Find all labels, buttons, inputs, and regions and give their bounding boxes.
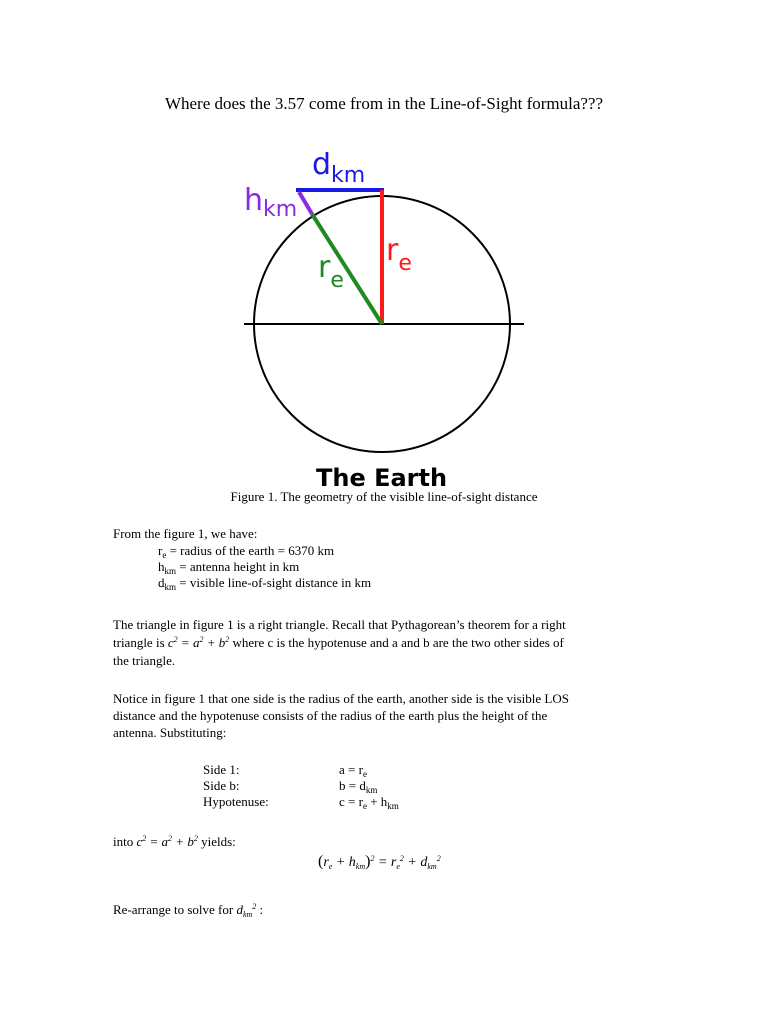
value-c: $c = r_e + h_{km}$ (339, 794, 399, 811)
earth-diagram (244, 152, 526, 492)
figure-caption: Figure 1. The geometry of the visible line-of-sight distance (230, 489, 538, 504)
page-title: Where does the 3.57 come from in the Line-of-Sight formula??? (164, 94, 604, 113)
d-label: $d_{km}$ (312, 152, 366, 188)
pythagoras-formula: $c^2 = a^2 + b^2$ (167, 635, 230, 650)
para2-line3: antenna. Substituting: (113, 725, 227, 740)
label-hypotenuse: Hypotenuse: (203, 794, 269, 809)
r-green-label: $r_e$ (318, 250, 344, 293)
h-line (299, 192, 312, 214)
substituted-equation: $(r_e + h_{km})^2 = r_e^2 + d_{km}^2$ (318, 853, 441, 871)
earth-label: The Earth (316, 464, 448, 492)
para1-line1: The triangle in figure 1 is a right triangle. Recall that Pythagorean’s theorem for a right (113, 617, 566, 632)
rearrange-line: Re-arrange to solve for $d_{km}^2$ : (113, 902, 264, 919)
para1-line2: triangle is $c^2 = a^2 + b^2$ where c is the hypotenuse and a and b are the two other sides of (113, 635, 564, 650)
definition-dkm: $d_{km}$ = visible line-of-sight distance in km (158, 575, 372, 592)
earth-figure (244, 152, 526, 492)
label-side1: Side 1: (203, 762, 240, 777)
dkm-squared: $d_{km}^2$ (236, 902, 257, 919)
pythagoras-formula-inline: $c^2 = a^2 + b^2$ (136, 834, 198, 849)
definitions-list (158, 543, 371, 591)
h-label: $h_{km}$ (244, 183, 298, 222)
para1-line3: the triangle. (113, 653, 176, 668)
para2-line2: distance and the hypotenuse consists of the radius of the earth plus the height of the (113, 708, 548, 723)
r-red-label: $r_e$ (386, 233, 412, 276)
substitution-values (339, 762, 399, 810)
substitution-labels (203, 762, 269, 810)
pythagoras-paragraph (113, 616, 566, 670)
into-line: into $c^2 = a^2 + b^2$ yields: (113, 834, 236, 849)
value-a: $a = r_e$ (339, 762, 367, 779)
definition-hkm: $h_{km}$ = antenna height in km (158, 559, 300, 576)
los-paragraph (113, 690, 569, 741)
definition-re: $r_e$ = radius of the earth = 6370 km (158, 543, 335, 560)
value-b: $b = d_{km}$ (339, 778, 378, 795)
para2-line1: Notice in figure 1 that one side is the radius of the earth, another side is the visible LOS (113, 691, 569, 706)
label-sideb: Side b: (203, 778, 240, 793)
intro-text: From the figure 1, we have: (113, 526, 258, 541)
